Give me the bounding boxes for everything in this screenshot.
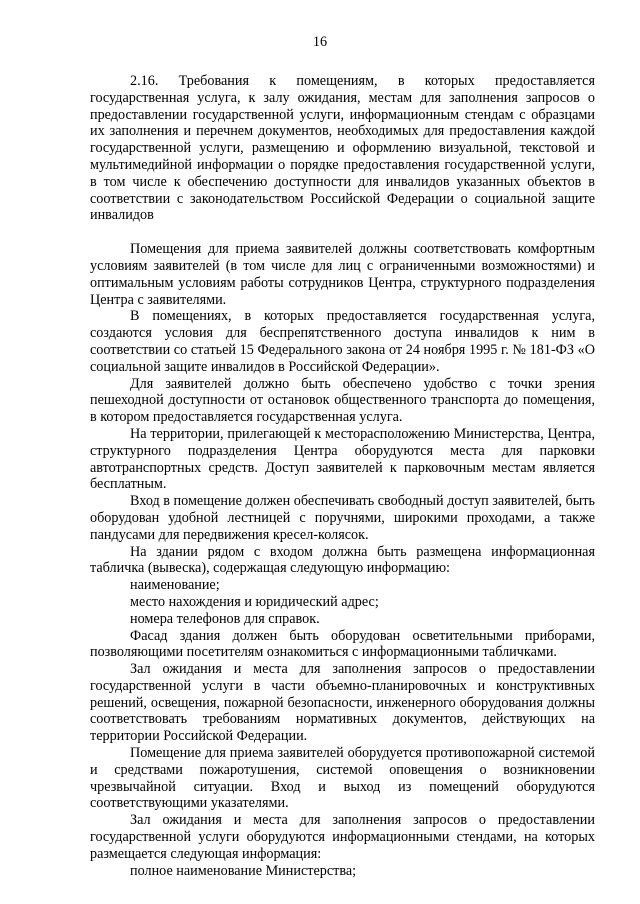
paragraph: Для заявителей должно быть обеспечено удобство с точки зрения пешеходной доступности от остановок общественного транспорта до помещения, в котором предоставляется государственная услуга. [90,375,595,426]
paragraph: Вход в помещение должен обеспечивать свободный доступ заявителей, быть оборудован удобной лестницей с поручнями, широкими проходами, а также пандусами для передвижения кресел-колясок. [90,493,596,543]
paragraph-gap [90,224,595,241]
list-item: номера телефонов для справок. [130,610,320,627]
document-body [90,73,595,879]
paragraph: Зал ожидания и места для заполнения запросов о предоставлении государственной услуги оборудуются информационными стендами, на которых размещается следующая информация: [90,812,595,862]
list-item: полное наименование Министерства; [130,862,357,879]
paragraph: На здании рядом с входом должна быть размещена информационная табличка (вывеска), содержащая следующую информацию: [90,543,595,577]
page-number: 16 [312,34,328,50]
section-heading: 2.16. Требования к помещениям, в которых предоставляется государственная услуга, к залу ожидания, местам для заполнения запросов о предоставлении государственной услуги, информационным стендам с образцами их заполнения и перечнем документов, необходимых для предоставления каждой государственной услуги, размещению и оформлению визуальной, текстовой и мультимедийной информации о порядке предоставления государственной услуги, в том числе к обеспечению доступности для инвалидов указанных объектов в соответствии с законодательством Российской Федерации о социальной защите инвалидов [90,73,595,224]
paragraph: Помещения для приема заявителей должны соответствовать комфортным условиям заявителей (в том числе для лиц с ограниченными возможностями) и оптимальным условиям работы сотрудников Центра, структурного подразделения Центра с заявителями. [90,241,595,308]
paragraph: На территории, прилегающей к месторасположению Министерства, Центра, структурного подразделения Центра оборудуются места для парковки автотранспортных средств. Доступ заявителей к парковочным местам является бесплатным. [90,425,595,493]
paragraph: В помещениях, в которых предоставляется государственная услуга, создаются условия для беспрепятственного доступа инвалидов к ним в соответствии со статьей 15 Федерального закона от 24 ноября 1995 г. № 181-ФЗ «О социальной защите инвалидов в Российской Федерации». [90,308,595,375]
paragraph: Зал ожидания и места для заполнения запросов о предоставлении государственной услуги в части объемно-планировочных и конструктивных решений, освещения, пожарной безопасности, инженерного оборудования должны соответствовать требованиям нормативных документов, действующих на территории Российской Федерации. [90,661,595,745]
paragraph: Фасад здания должен быть оборудован осветительными приборами, позволяющими посетителям ознакомиться с информационными табличками. [90,627,595,661]
list-item: наименование; [130,577,220,594]
list-item: место нахождения и юридический адрес; [130,593,379,610]
paragraph: Помещение для приема заявителей оборудуется противопожарной системой и средствами пожаротушения, системой оповещения о возникновении чрезвычайной ситуации. Вход и выход из помещений оборудуются соответствующими указателями. [90,745,595,812]
